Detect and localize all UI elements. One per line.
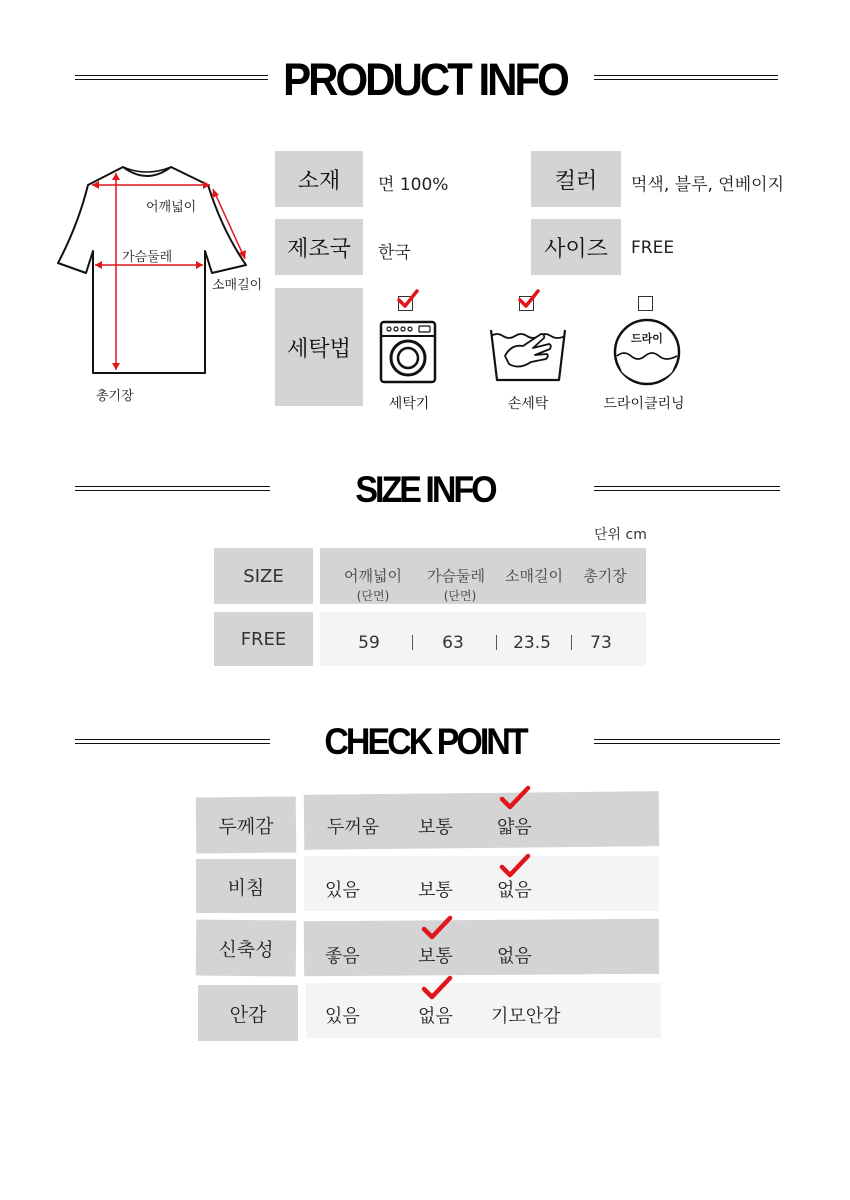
size-header-cell: SIZE [214, 548, 313, 604]
washing-machine-icon [379, 320, 437, 384]
diagram-label-chest: 가슴둘레 [122, 250, 173, 265]
divider [496, 635, 497, 650]
option-yes[interactable]: 있음 [325, 1006, 360, 1027]
check-icon [421, 975, 453, 1001]
column-shoulder-sub: (단면) [356, 589, 390, 603]
hand-wash-label: 손세탁 [507, 396, 549, 412]
option-none[interactable]: 없음 [418, 1006, 453, 1027]
dry-clean-icon [612, 318, 682, 386]
option-yes[interactable]: 있음 [325, 880, 360, 901]
unit-label: 단위 cm [594, 527, 647, 543]
diagram-label-sleeve: 소매길이 [212, 278, 263, 293]
size-info-title: SIZE INFO [355, 469, 495, 511]
option-normal[interactable]: 보통 [418, 817, 453, 838]
check-label-thickness: 두께감 [196, 796, 297, 853]
check-icon [499, 785, 531, 811]
column-chest-sub: (단면) [443, 589, 477, 603]
material-value: 면 100% [378, 175, 449, 195]
check-label-sheerness: 비침 [196, 859, 296, 913]
diagram-label-shoulder: 어깨넓이 [146, 200, 197, 215]
product-info-title: PRODUCT INFO [283, 54, 567, 105]
dry-clean-icon-text: 드라이 [631, 332, 663, 345]
washing-machine-label: 세탁기 [388, 396, 430, 412]
size-row-label: FREE [214, 612, 313, 666]
check-icon [517, 288, 541, 310]
option-good[interactable]: 좋음 [325, 946, 360, 967]
check-icon [396, 288, 420, 310]
color-value: 먹색, 블루, 연베이지 [631, 175, 784, 195]
color-label: 컬러 [531, 151, 621, 207]
divider [412, 635, 413, 650]
column-length: 총기장 [583, 567, 627, 585]
diagram-label-length: 총기장 [96, 389, 134, 404]
check-point-title: CHECK POINT [324, 721, 526, 763]
option-normal[interactable]: 보통 [418, 946, 453, 967]
value-chest: 63 [442, 633, 464, 653]
option-thick[interactable]: 두꺼움 [327, 817, 380, 838]
column-chest: 가슴둘레 [427, 567, 485, 585]
column-sleeve: 소매길이 [505, 567, 563, 585]
check-label-lining: 안감 [198, 985, 298, 1041]
origin-label: 제조국 [275, 219, 363, 275]
size-value: FREE [631, 238, 675, 258]
option-none[interactable]: 없음 [497, 946, 532, 967]
check-icon [421, 915, 453, 941]
value-length: 73 [590, 633, 612, 653]
value-sleeve: 23.5 [513, 633, 551, 653]
dry-clean-label: 드라이클리닝 [603, 396, 685, 412]
value-shoulder: 59 [358, 633, 380, 653]
size-label: 사이즈 [531, 219, 621, 275]
material-label: 소재 [275, 151, 363, 207]
wash-label: 세탁법 [275, 288, 363, 406]
origin-value: 한국 [378, 243, 411, 263]
option-none[interactable]: 없음 [497, 880, 532, 901]
dry-clean-checkbox[interactable] [638, 296, 653, 311]
column-shoulder: 어깨넓이 [344, 567, 402, 585]
hand-wash-icon [487, 322, 569, 386]
option-normal[interactable]: 보통 [418, 880, 453, 901]
option-thin[interactable]: 얇음 [497, 817, 532, 838]
option-brushed-lining[interactable]: 기모안감 [491, 1006, 561, 1027]
check-label-stretch: 신축성 [196, 919, 297, 976]
check-icon [499, 853, 531, 879]
